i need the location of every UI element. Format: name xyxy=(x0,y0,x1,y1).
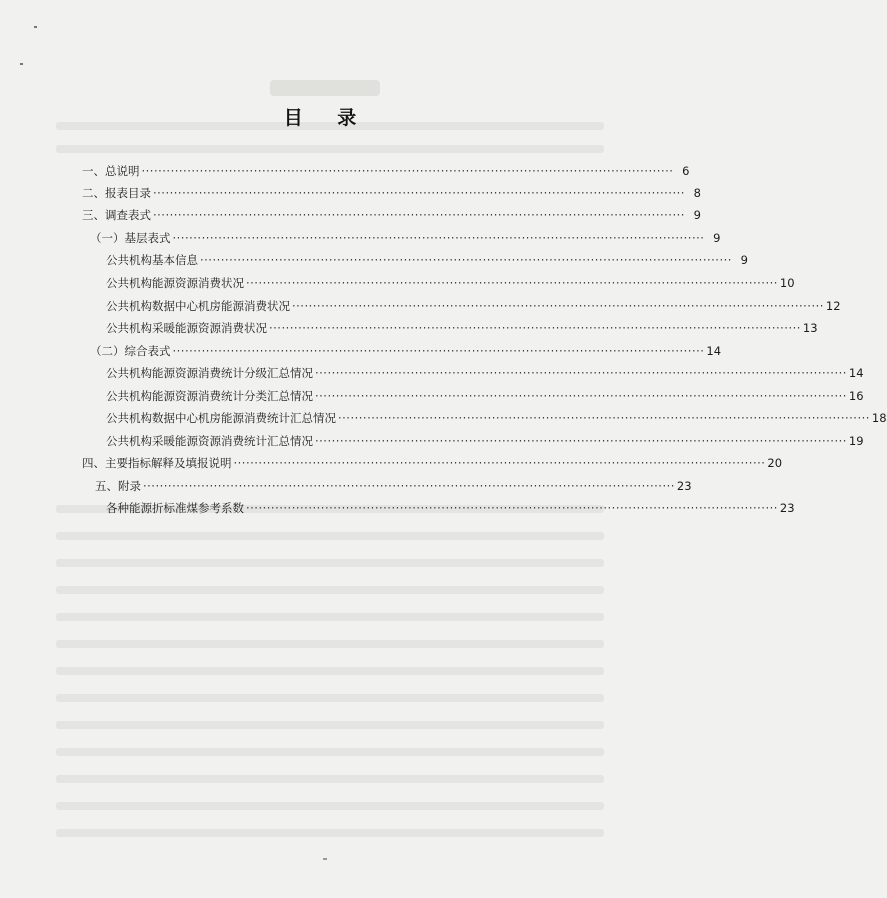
toc-entry-page: 9 xyxy=(713,231,721,245)
bleed-through-line xyxy=(56,694,604,702)
toc-entry-label: 公共机构采暖能源资源消费状况 xyxy=(106,321,267,335)
toc-entry-page: 23 xyxy=(676,479,692,493)
dot-leader: ································································································································ xyxy=(172,231,705,245)
bleed-through-line xyxy=(56,640,604,648)
dot-leader: ································································································································ xyxy=(172,344,705,358)
dot-leader: ································································································································ xyxy=(315,434,847,448)
toc-entry-label: 一、总说明 xyxy=(82,164,140,178)
toc-entry[interactable] xyxy=(106,362,864,384)
toc-entry-page: 13 xyxy=(802,321,818,335)
toc-entry-page: 14 xyxy=(706,344,722,358)
dot-leader: ································································································································ xyxy=(246,276,778,290)
bleed-through-line xyxy=(56,829,604,837)
toc-entry[interactable] xyxy=(106,407,887,429)
toc-entry[interactable] xyxy=(106,317,818,339)
toc-entry[interactable] xyxy=(106,385,864,407)
toc-entry[interactable] xyxy=(82,160,690,182)
toc-entry[interactable] xyxy=(90,227,721,249)
toc-entry-label: 公共机构能源资源消费状况 xyxy=(106,276,244,290)
toc-entry[interactable] xyxy=(82,452,783,474)
toc-entry-page: 20 xyxy=(767,456,783,470)
bleed-through-line xyxy=(56,721,604,729)
toc-entry-page: 9 xyxy=(740,253,748,267)
dot-leader: ································································································································ xyxy=(269,321,801,335)
toc-entry[interactable] xyxy=(82,204,701,226)
bleed-through-line xyxy=(56,532,604,540)
bleed-through-line xyxy=(56,748,604,756)
bleed-through-line xyxy=(56,775,604,783)
bleed-through-line xyxy=(56,586,604,594)
toc-entry[interactable] xyxy=(82,182,701,204)
bleed-through-line xyxy=(56,145,604,153)
toc-entry-label: 公共机构能源资源消费统计分级汇总情况 xyxy=(106,366,313,380)
toc-entry-label: 二、报表目录 xyxy=(82,186,151,200)
page-title: 目 录 xyxy=(283,107,371,129)
bleed-through-line xyxy=(56,613,604,621)
dot-leader: ································································································································ xyxy=(153,186,685,200)
dot-leader: ································································································································ xyxy=(153,208,685,222)
scan-mark xyxy=(323,858,327,860)
dot-leader: ································································································································ xyxy=(338,411,870,425)
toc-entry[interactable] xyxy=(106,497,795,519)
bleed-through-line xyxy=(56,667,604,675)
toc-entry[interactable] xyxy=(90,340,722,362)
bleed-through-heading xyxy=(270,80,380,96)
toc-entry-page: 12 xyxy=(825,299,841,313)
toc-entry-page: 23 xyxy=(779,501,795,515)
toc-entry[interactable] xyxy=(106,295,841,317)
toc-entry[interactable] xyxy=(106,430,864,452)
toc-entry-page: 19 xyxy=(848,434,864,448)
toc-entry-page: 6 xyxy=(682,164,690,178)
dot-leader: ································································································································ xyxy=(141,164,674,178)
toc-entry-label: 公共机构基本信息 xyxy=(106,253,198,267)
toc-entry-label: 各种能源折标准煤参考系数 xyxy=(106,501,244,515)
toc-entry-page: 10 xyxy=(779,276,795,290)
toc-entry-label: 公共机构能源资源消费统计分类汇总情况 xyxy=(106,389,313,403)
dot-leader: ································································································································ xyxy=(246,501,778,515)
dot-leader: ································································································································ xyxy=(292,299,824,313)
dot-leader: ································································································································ xyxy=(315,389,847,403)
dot-leader: ································································································································ xyxy=(315,366,847,380)
toc-entry-page: 14 xyxy=(848,366,864,380)
toc-entry-label: 公共机构数据中心机房能源消费状况 xyxy=(106,299,290,313)
toc-entry-page: 9 xyxy=(693,208,701,222)
bleed-through-line xyxy=(56,802,604,810)
toc-entry[interactable] xyxy=(106,249,748,271)
toc-entry-label: （二）综合表式 xyxy=(90,344,171,358)
toc-entry[interactable] xyxy=(106,272,795,294)
toc-entry[interactable] xyxy=(95,475,692,497)
dot-leader: ································································································································ xyxy=(143,479,675,493)
toc-entry-label: 公共机构采暖能源资源消费统计汇总情况 xyxy=(106,434,313,448)
bleed-through-line xyxy=(56,559,604,567)
toc-entry-page: 18 xyxy=(871,411,887,425)
toc-entry-label: 公共机构数据中心机房能源消费统计汇总情况 xyxy=(106,411,336,425)
dot-leader: ································································································································ xyxy=(233,456,766,470)
toc-entry-page: 8 xyxy=(693,186,701,200)
scan-mark xyxy=(20,63,23,65)
toc-entry-label: 五、附录 xyxy=(95,479,141,493)
toc-entry-label: （一）基层表式 xyxy=(90,231,171,245)
toc-entry-label: 三、调查表式 xyxy=(82,208,151,222)
toc-entry-label: 四、主要指标解释及填报说明 xyxy=(82,456,232,470)
toc-entry-page: 16 xyxy=(848,389,864,403)
scan-mark xyxy=(34,26,37,28)
dot-leader: ································································································································ xyxy=(200,253,732,267)
